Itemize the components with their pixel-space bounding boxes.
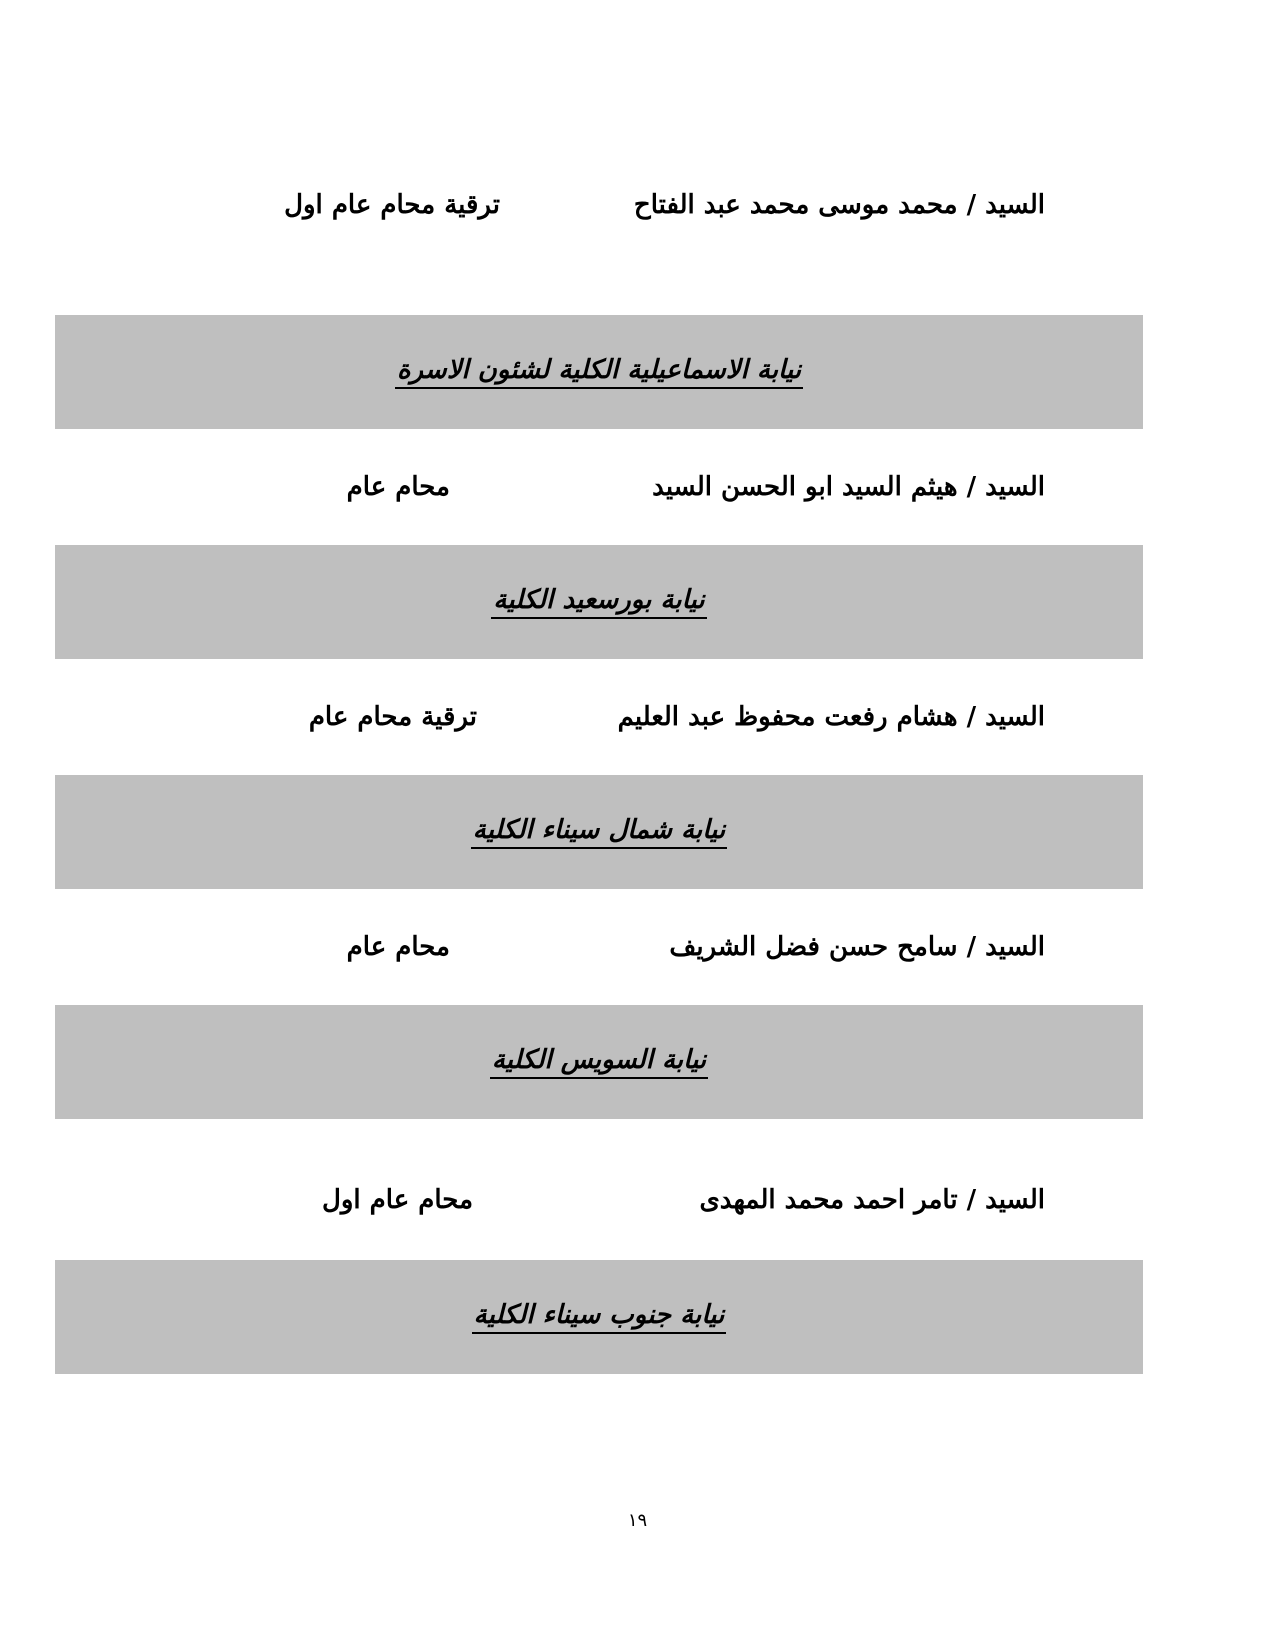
person-name: السيد / سامح حسن فضل الشريف [669, 932, 1045, 962]
section-band [55, 1260, 1143, 1374]
appointment-entry [300, 1170, 1045, 1230]
position-title: محام عام اول [321, 1185, 473, 1215]
position-title: محام عام [346, 472, 450, 502]
section-heading-text: نيابة جنوب سيناء الكلية [472, 1300, 727, 1334]
position-title: ترقية محام عام اول [284, 190, 500, 220]
appointment-entry [300, 917, 1045, 977]
section-band [55, 1005, 1143, 1119]
appointment-entry [300, 457, 1045, 517]
appointment-entry [284, 175, 1045, 235]
position-title: ترقية محام عام [308, 702, 477, 732]
person-name: السيد / هيثم السيد ابو الحسن السيد [652, 472, 1045, 502]
section-heading [55, 815, 1143, 845]
section-heading [55, 585, 1143, 615]
section-heading-text: نيابة السويس الكلية [490, 1045, 708, 1079]
person-name: السيد / تامر احمد محمد المهدى [699, 1185, 1045, 1215]
section-heading [55, 355, 1143, 385]
page-number: ١٩ [627, 1510, 648, 1531]
section-heading-text: نيابة الاسماعيلية الكلية لشئون الاسرة [395, 355, 803, 389]
section-band [55, 315, 1143, 429]
person-name: السيد / محمد موسى محمد عبد الفتاح [633, 190, 1045, 220]
section-band [55, 545, 1143, 659]
section-heading-text: نيابة شمال سيناء الكلية [471, 815, 727, 849]
section-heading [55, 1300, 1143, 1330]
section-band [55, 775, 1143, 889]
appointment-entry [300, 687, 1045, 747]
person-name: السيد / هشام رفعت محفوظ عبد العليم [617, 702, 1045, 732]
section-heading [55, 1045, 1143, 1075]
position-title: محام عام [346, 932, 450, 962]
section-heading-text: نيابة بورسعيد الكلية [491, 585, 706, 619]
